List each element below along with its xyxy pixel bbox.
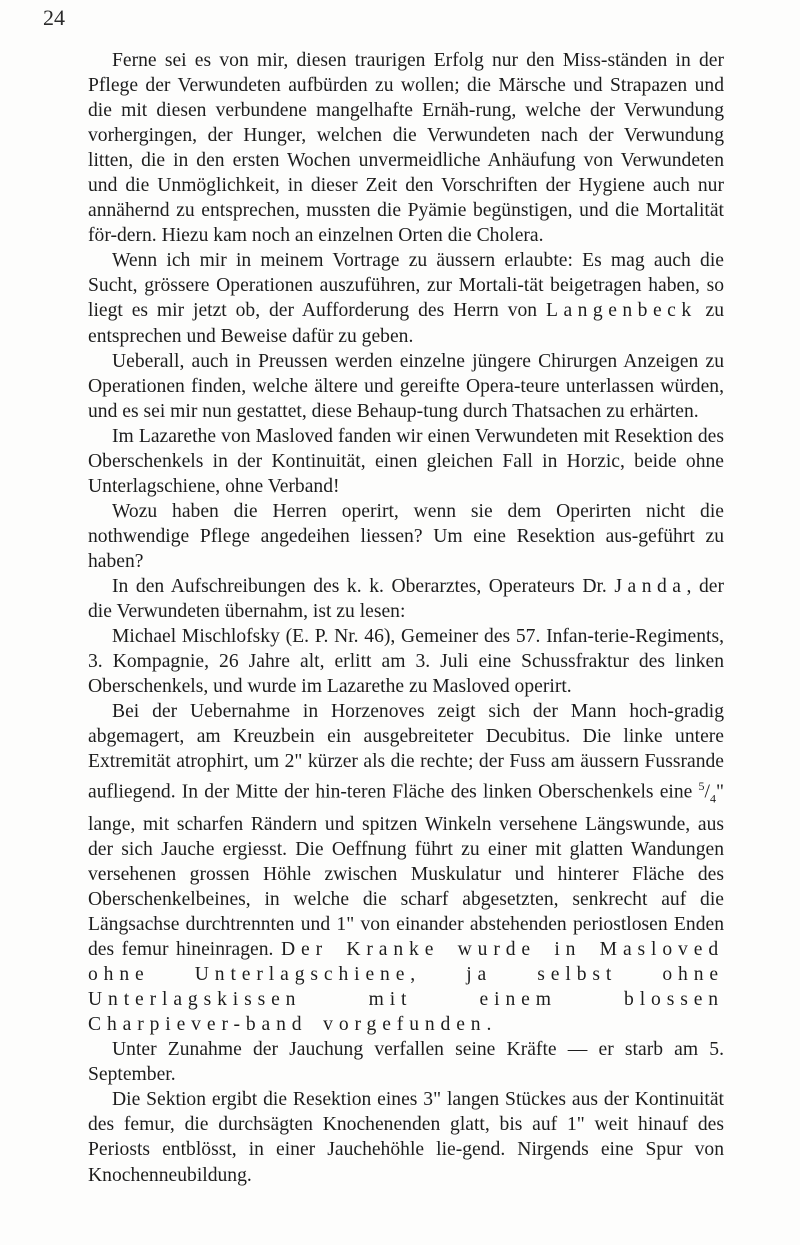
paragraph-8: Bei der Uebernahme in Horzenoves zeigt sich der Mann hoch-gradig abgemagert, am Kreuzbein ein ausgebreiteter Decubitus. Die linke untere Extremität atrophirt, um 2" kürzer als die rechte; der Fuss am äussern Fussrande aufliegend. In der Mitte der hin-teren Fläche des linken Oberschenkels eine $^5/_4$" lange, mit scharfen Rändern und spitzen Winkeln versehene Längswunde, aus der sich Jauche ergiesst. Die Oeffnung führt zu einer mit glatten Wandungen versehenen grossen Höhle zwischen Muskulatur und hinterer Fläche des Oberschenkelbeines, in welche die scharf abgesetzten, senkrecht auf die Längsachse durchtrennten und 1" von einander abstehenden periostlosen Enden des femur hineinragen. Der Kranke wurde in Masloved ohne Unterlagschiene, ja selbst ohne Unterlagskissen mit einem blossen Charpiever-band vorgefunden. <box>88 701 724 1036</box>
paragraph-4: Im Lazarethe von Masloved fanden wir einen Verwundeten mit Resektion des Oberschenkels in der Kontinuität, einen gleichen Fall in Horzic, beide ohne Unterlagschiene, ohne Verband! <box>88 425 724 497</box>
paragraph-5: Wozu haben die Herren operirt, wenn sie dem Operirten nicht die nothwendige Pflege angedeihen liessen? Um eine Resektion aus-geführt zu haben? <box>88 500 724 572</box>
paragraph-10: Die Sektion ergibt die Resektion eines 3" langen Stückes aus der Kontinuität des femur, die durchsägten Knochenenden glatt, bis auf 1" weit hinauf des Periosts entblösst, in einer Jauchehöhle lie-gend. Nirgends eine Spur von Knochenneubildung. <box>88 1089 724 1186</box>
paragraph-2-text-b: zu entsprechen und Beweise dafür zu geben. <box>88 300 724 347</box>
paragraph-9: Unter Zunahme der Jauchung verfallen seine Kräfte — er starb am 5. September. <box>88 1039 724 1086</box>
paragraph-7: Michael Mischlofsky (E. P. Nr. 46), Gemeiner des 57. Infan-terie-Regiments, 3. Kompagnie, 26 Jahre alt, erlitt am 3. Juli eine Schussfraktur des linken Oberschenkels, und wurde im Lazarethe zu Masloved operirt. <box>88 626 724 698</box>
paragraph-6 <box>88 574 724 624</box>
paragraph-6-text-b: , der die Verwundeten übernahm, ist zu lesen: <box>88 575 724 623</box>
paragraph-3: Ueberall, auch in Preussen werden einzelne jüngere Chirurgen Anzeigen zu Operationen finden, welche ältere und gereifte Opera-teure unterlassen würden, und es sei mir nun gestattet, diese Behaup-tung durch Thatsachen zu erhärten. <box>88 350 724 422</box>
name-janda: Janda <box>614 575 687 597</box>
fraction-numerator: 5 <box>698 779 705 794</box>
paragraph-2-text-a: Wenn ich mir in meinem Vortrage zu äussern erlaubte: Es mag auch die Sucht, grössere Operationen auszuführen, zur Mortali-tät beigetragen haben, so liegt es mir jetzt ob, der Aufforderung des Herrn von <box>88 250 724 322</box>
fraction-denominator: 4 <box>710 791 716 806</box>
paragraph-6-text-a: In den Aufschreibungen des k. k. Oberarztes, Operateurs Dr. <box>112 575 615 597</box>
body-text <box>88 48 724 1188</box>
paragraph-8-text-a: Bei der Uebernahme in Horzenoves zeigt sich der Mann hoch-gradig abgemagert, am Kreuzbein ein ausgebreiteter Decubitus. Die linke untere Extremität atrophirt, um 2" kürzer als die rechte; der Fuss am äussern Fussrande aufliegend. In der Mitte der hin-teren Fläche des linken Oberschenkels eine <box>88 701 724 803</box>
name-langenbeck: Langenbeck <box>545 300 697 322</box>
page-number: 24 <box>43 5 65 30</box>
paragraph-8-spaced-emphasis: Der Kranke wurde in Masloved ohne Unterlagschiene, ja selbst ohne Unterlagskissen mit einem blossen Charpiever-band vorgefunden. <box>88 939 724 1036</box>
paragraph-1: Ferne sei es von mir, diesen traurigen Erfolg nur den Miss-ständen in der Pflege der Verwundeten aufbürden zu wollen; die Märsche und Strapazen und die mit diesen verbundene mangelhafte Ernäh-rung, welche der Verwundung vorhergingen, der Hunger, welchen die Verwundeten nach der Verwundung litten, die in den ersten Wochen unvermeidliche Anhäufung von Verwundeten und die Unmöglichkeit, in dieser Zeit den Vorschriften der Hygiene auch nur annähernd zu entsprechen, mussten die Pyämie begünstigen, und die Mortalität för-dern. Hiezu kam noch an einzelnen Orten die Cholera. <box>88 50 724 247</box>
paragraph-2 <box>88 248 724 348</box>
paragraph-8-text-b: " lange, mit scharfen Rändern und spitzen Winkeln versehene Längswunde, aus der sich Jauche ergiesst. Die Oeffnung führt zu einer mit glatten Wandungen versehenen grossen Höhle zwischen Muskulatur und hinterer Fläche des Oberschenkelbeines, in welche die scharf abgesetzten, senkrecht auf die Längsachse durchtrennten und 1" von einander abstehenden periostlosen Enden des femur hineinragen. <box>88 781 724 961</box>
